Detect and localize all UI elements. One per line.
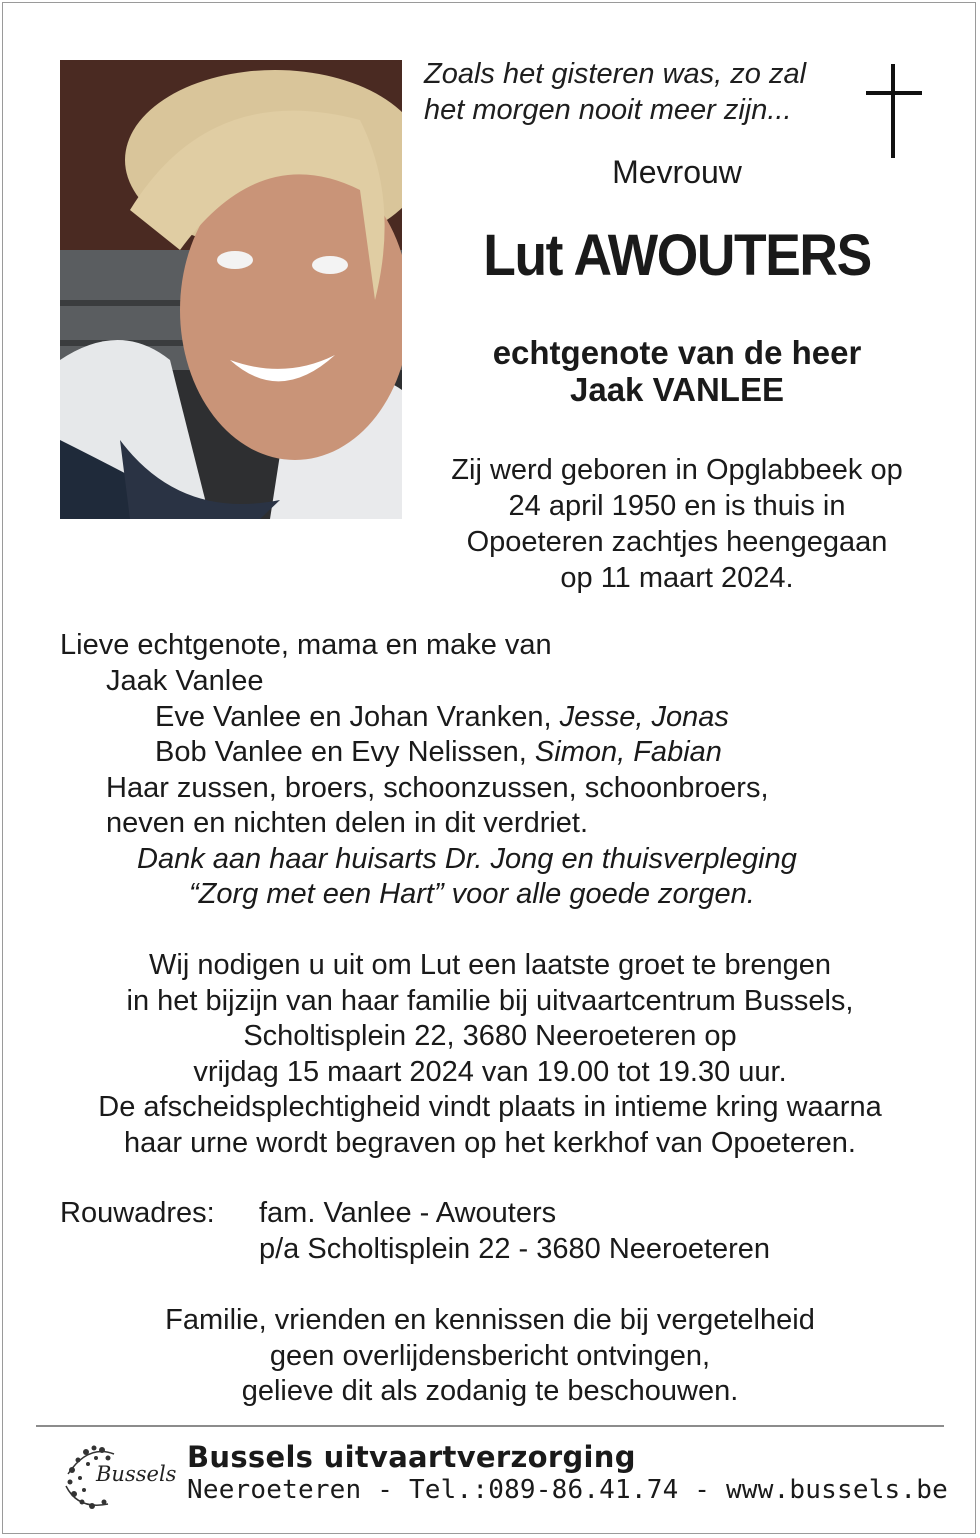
birth-line: op 11 maart 2024. xyxy=(560,562,794,594)
family-intro: Lieve echtgenote, mama en make van xyxy=(60,629,552,661)
grandchildren: Simon, Fabian xyxy=(534,736,722,768)
family-child-2 xyxy=(155,735,722,771)
honorific: Mevrouw xyxy=(612,154,742,190)
funeral-home-contact: Neeroeteren - Tel.:089-86.41.74 - www.bussels.be xyxy=(187,1475,948,1505)
logo-wordmark: Bussels xyxy=(96,1462,177,1486)
invitation-line: Scholtisplein 22, 3680 Neeroeteren op xyxy=(243,1020,737,1052)
funeral-home-name: Bussels uitvaartverzorging xyxy=(187,1440,636,1474)
family-child-1 xyxy=(155,700,729,736)
thanks-line: Dank aan haar huisarts Dr. Jong en thuisverpleging xyxy=(137,843,797,875)
notice xyxy=(40,1303,940,1410)
notice-line: geen overlijdensbericht ontvingen, xyxy=(269,1339,711,1372)
thanks-line: “Zorg met een Hart” voor alle goede zorgen. xyxy=(189,878,755,910)
notice-line: gelieve dit als zodanig te beschouwen. xyxy=(241,1375,739,1407)
cross-icon xyxy=(866,64,922,158)
invitation xyxy=(40,948,940,1161)
family-relatives: neven en nichten delen in dit verdriet. xyxy=(106,807,589,839)
birth-line: 24 april 1950 en is thuis in xyxy=(508,490,846,522)
quote-line: Zoals het gisteren was, zo zal xyxy=(424,58,807,90)
address-label: Rouwadres: xyxy=(60,1197,215,1229)
birth-line: Zij werd geboren in Opglabbeek op xyxy=(451,454,903,486)
memorial-quote xyxy=(424,56,844,128)
portrait-photo xyxy=(60,60,402,519)
family-husband: Jaak Vanlee xyxy=(106,665,264,697)
quote-line: het morgen nooit meer zijn... xyxy=(424,94,792,126)
family-relatives: Haar zussen, broers, schoonzussen, schoonbroers, xyxy=(106,772,769,804)
invitation-line: vrijdag 15 maart 2024 van 19.00 tot 19.30 uur. xyxy=(193,1055,787,1088)
grandchildren: Jesse, Jonas xyxy=(559,701,729,733)
spouse-info xyxy=(412,334,942,408)
invitation-line: Wij nodigen u uit om Lut een laatste groet te brengen xyxy=(149,949,831,981)
invitation-line: haar urne wordt begraven op het kerkhof van Opoeteren. xyxy=(124,1126,856,1159)
birth-death-info xyxy=(412,452,942,596)
address-line: p/a Scholtisplein 22 - 3680 Neeroeteren xyxy=(259,1233,771,1265)
deceased-name: Lut AWOUTERS xyxy=(483,223,871,288)
invitation-line: De afscheidsplechtigheid vindt plaats in intieme kring waarna xyxy=(98,1091,882,1123)
birth-line: Opoeteren zachtjes heengegaan xyxy=(466,526,888,558)
child-name: Bob Vanlee en Evy Nelissen, xyxy=(155,736,535,768)
spouse-line: Jaak VANLEE xyxy=(570,371,784,408)
notice-line: Familie, vrienden en kennissen die bij vergetelheid xyxy=(165,1304,815,1336)
footer-divider xyxy=(36,1425,944,1427)
invitation-line: in het bijzijn van haar familie bij uitvaartcentrum Bussels, xyxy=(126,984,854,1017)
child-name: Eve Vanlee en Johan Vranken, xyxy=(155,701,560,733)
spouse-line: echtgenote van de heer xyxy=(492,334,862,371)
address-line: fam. Vanlee - Awouters xyxy=(259,1197,557,1229)
